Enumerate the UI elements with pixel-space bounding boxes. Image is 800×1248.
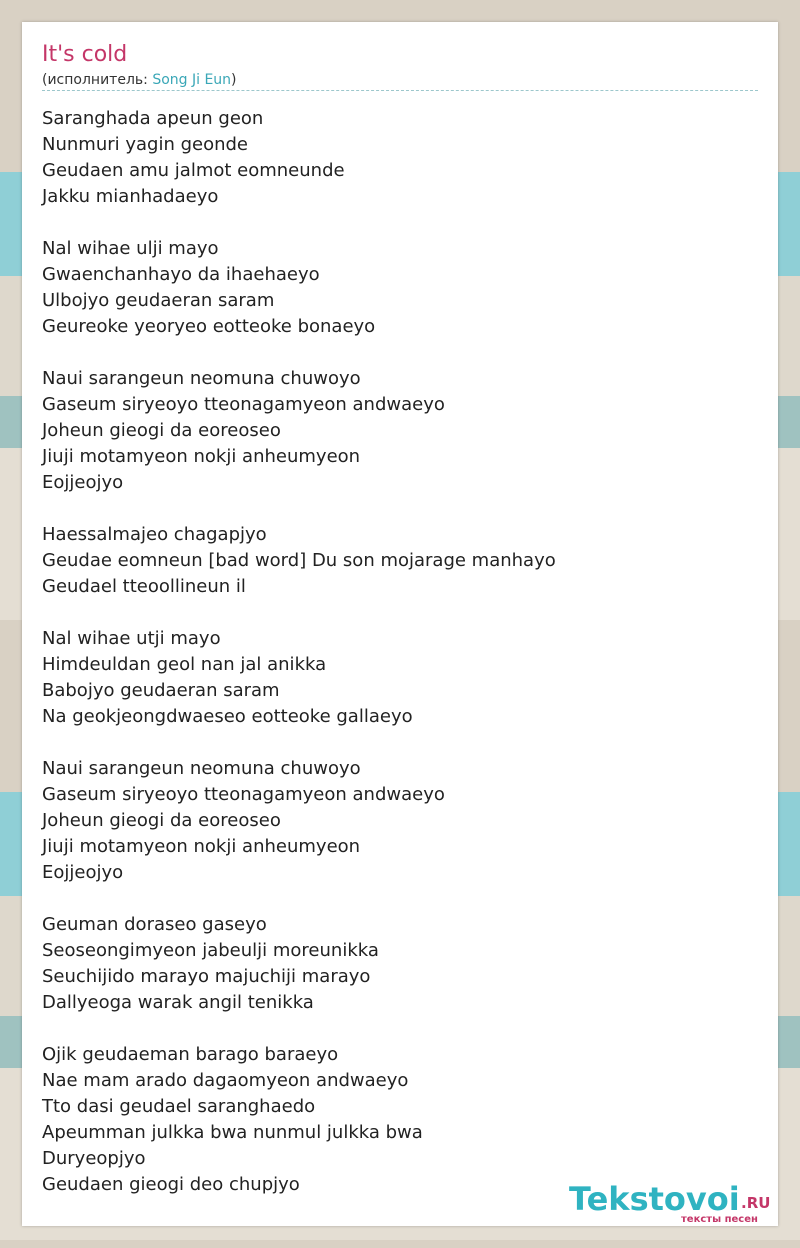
lyric-line: Joheun gieogi da eoreoseo bbox=[42, 420, 281, 441]
lyric-line: Geudaen gieogi deo chupjyo bbox=[42, 1174, 300, 1195]
artist-suffix: ) bbox=[231, 72, 237, 88]
artist-line bbox=[42, 72, 758, 91]
lyric-line: Jiuji motamyeon nokji anheumyeon bbox=[42, 836, 361, 857]
lyric-line: Geureoke yeoryeo eotteoke bonaeyo bbox=[42, 316, 376, 337]
logo-wordmark: Tekstovoi bbox=[569, 1180, 740, 1218]
lyric-line: Eojjeojyo bbox=[42, 862, 124, 883]
lyric-line: Nae mam arado dagaomyeon andwaeyo bbox=[42, 1070, 409, 1091]
lyrics-card bbox=[22, 22, 778, 1226]
lyric-line: Geudaen amu jalmot eomneunde bbox=[42, 160, 345, 181]
lyric-line: Duryeopjyo bbox=[42, 1148, 146, 1169]
lyric-line: Naui sarangeun neomuna chuwoyo bbox=[42, 368, 361, 389]
lyric-line: Babojyo geudaeran saram bbox=[42, 680, 280, 701]
logo-tld: .RU bbox=[741, 1194, 771, 1212]
stanza-break bbox=[42, 496, 758, 522]
logo-tagline: тексты песен bbox=[681, 1214, 758, 1225]
lyric-line: Seuchijido marayo majuchiji marayo bbox=[42, 966, 371, 987]
lyric-line: Gaseum siryeoyo tteonagamyeon andwaeyo bbox=[42, 784, 445, 805]
lyric-line: Gwaenchanhayo da ihaehaeyo bbox=[42, 264, 320, 285]
stanza-break bbox=[42, 886, 758, 912]
lyric-line: Ulbojyo geudaeran saram bbox=[42, 290, 275, 311]
lyric-line: Nal wihae ulji mayo bbox=[42, 238, 219, 259]
lyric-line: Geuman doraseo gaseyo bbox=[42, 914, 267, 935]
lyric-line: Jiuji motamyeon nokji anheumyeon bbox=[42, 446, 361, 467]
lyric-line: Tto dasi geudael saranghaedo bbox=[42, 1096, 316, 1117]
site-logo[interactable] bbox=[569, 1180, 779, 1224]
lyric-line: Naui sarangeun neomuna chuwoyo bbox=[42, 758, 361, 779]
lyric-line: Dallyeoga warak angil tenikka bbox=[42, 992, 314, 1013]
lyric-line: Joheun gieogi da eoreoseo bbox=[42, 810, 281, 831]
lyric-line: Gaseum siryeoyo tteonagamyeon andwaeyo bbox=[42, 394, 445, 415]
artist-prefix: (исполнитель: bbox=[42, 72, 153, 88]
lyrics-text bbox=[42, 106, 758, 1198]
lyric-line: Jakku mianhadaeyo bbox=[42, 186, 219, 207]
lyric-line: Geudael tteoollineun il bbox=[42, 576, 246, 597]
lyric-line: Eojjeojyo bbox=[42, 472, 124, 493]
stanza-break bbox=[42, 210, 758, 236]
song-title: It's cold bbox=[42, 42, 128, 67]
lyric-line: Himdeuldan geol nan jal anikka bbox=[42, 654, 327, 675]
lyric-line: Nunmuri yagin geonde bbox=[42, 134, 249, 155]
stanza-break bbox=[42, 1016, 758, 1042]
stanza-break bbox=[42, 340, 758, 366]
lyric-line: Na geokjeongdwaeseo eotteoke gallaeyo bbox=[42, 706, 413, 727]
stanza-break bbox=[42, 600, 758, 626]
lyric-line: Ojik geudaeman barago baraeyo bbox=[42, 1044, 339, 1065]
artist-link[interactable]: Song Ji Eun bbox=[152, 72, 232, 88]
lyric-line: Geudae eomneun [bad word] Du son mojarage manhayo bbox=[42, 550, 556, 571]
lyric-line: Seoseongimyeon jabeulji moreunikka bbox=[42, 940, 379, 961]
stanza-break bbox=[42, 730, 758, 756]
lyric-line: Nal wihae utji mayo bbox=[42, 628, 221, 649]
lyric-line: Haessalmajeo chagapjyo bbox=[42, 524, 267, 545]
lyric-line: Saranghada apeun geon bbox=[42, 108, 264, 129]
lyric-line: Apeumman julkka bwa nunmul julkka bwa bbox=[42, 1122, 423, 1143]
